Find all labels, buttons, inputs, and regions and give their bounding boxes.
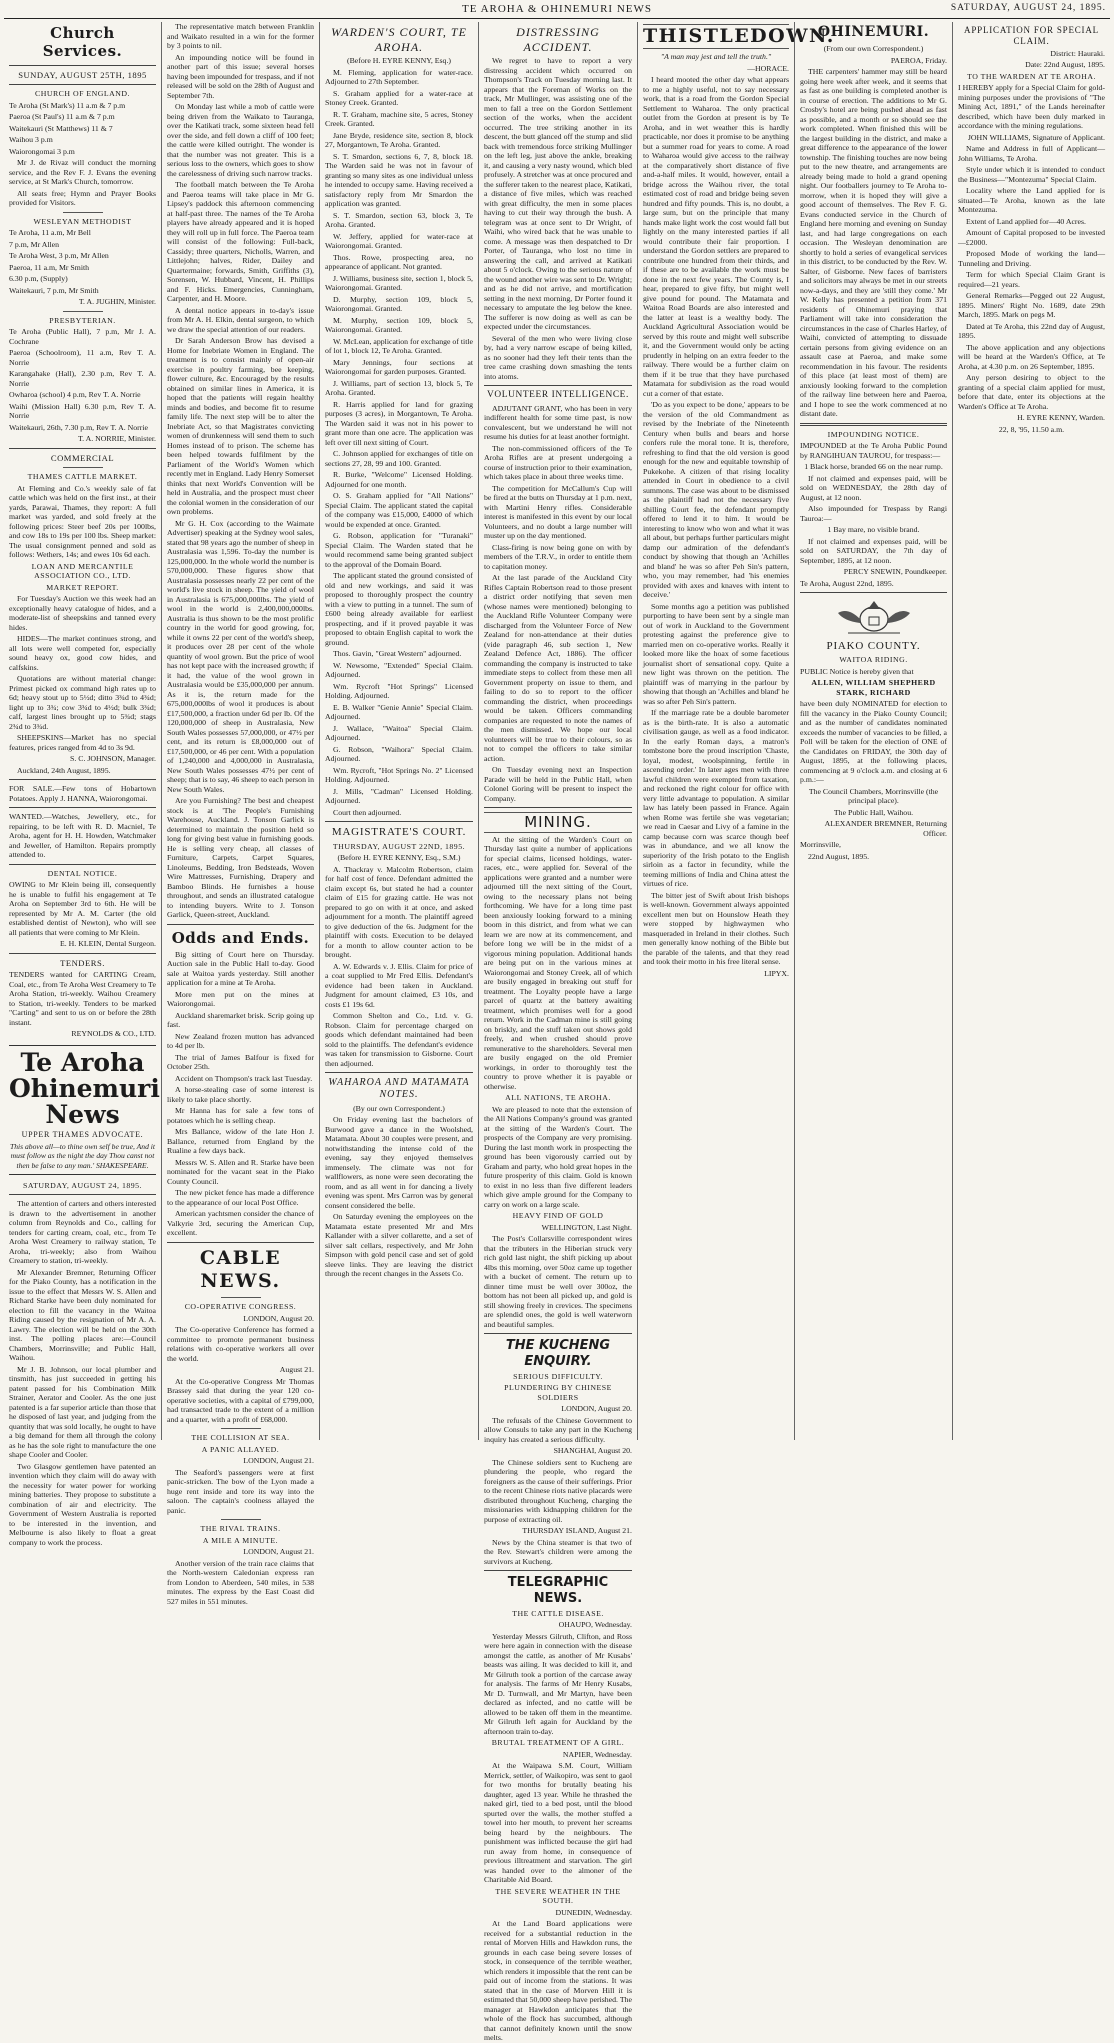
heavy-find-heading: HEAVY FIND OF GOLD xyxy=(512,1211,604,1221)
divider xyxy=(9,65,156,66)
divider xyxy=(484,385,632,386)
service-time: Paeroa (St Paul's) 11 a.m & 7 p.m xyxy=(9,112,115,122)
warden-entry: G. Robson, "Waihora" Special Claim. Adjourned. xyxy=(325,744,473,764)
service-time: 7 p.m, Mr Allen xyxy=(9,239,60,249)
piako-county-heading: PIAKO COUNTY. xyxy=(826,640,921,653)
warden-entry: S. T. Smardon, sections 6, 7, 8, block 18. The Warden said he was not in favour of granting so many sites as one individual unless he intended to occupy same. Having received a satisfactory reply from Mr Smardon the application was granted. xyxy=(325,151,473,209)
all-nations-paragraph: We are pleased to note that the extension of the All Nations Company's ground was granted at the sitting of the Warden's Court. The prospects of the Company are very promising. During the last month work in prospecting the ground has been vigorously carried out by Graham and party, who hold great hopes in the future prosperity of this claim. Gold is known to exist in no less than five different leaders which give ample ground for the Company to carry on work on a large scale. xyxy=(484,1104,632,1209)
special-claim-text: Any person desiring to object to the granting of a special claim applied for must, before that date, enter its objections at the Warden's Office at Te Aroha. xyxy=(958,373,1105,411)
church-england-heading: CHURCH OF ENGLAND. xyxy=(35,89,130,99)
volunteer-paragraph: At the last parade of the Auckland City Rifles Captain Robertson read to those present a district order notifying that seven men (whose names were mentioned) belonging to the Auckland Rifle Volunteer Company were discharged from the Volunteer Force of New Zealand for non-attendance at their duties (vide paragraph 46, sub section 1, New Zealand Defence Act, 1886). The officer commanding the company is instructed to take immediate steps to collect from these men all Government property on issue to them, and failing to do so to report to the officer commanding the district, when proceedings would be taken. Officers commanding companies are requested to note the names of the men dismissed. We hope our local volunteers will be true to their colours, so as not to compel the officers to take similar action. xyxy=(484,573,632,763)
dateline: LONDON, August 21. xyxy=(243,1456,314,1466)
warden-entry: W. McLean, application for exchange of title of lot 1, block 12, Te Aroha. Granted. xyxy=(325,336,474,356)
odds-item: Mr Hanna has for sale a few tons of potatoes which he is selling cheap. xyxy=(167,1106,314,1125)
dateline: LONDON, August 21. xyxy=(243,1547,314,1557)
dateline: PAEROA, Friday. xyxy=(890,55,947,65)
odds-item: Auckland sharemarket brisk. Scrip going up fast. xyxy=(167,1010,314,1030)
piako-signature: ALEXANDER BREMNER, Returning Officer. xyxy=(824,819,947,838)
wesleyan-schedule xyxy=(9,228,156,295)
divider xyxy=(484,1333,632,1334)
special-claim-detail: Style under which it is intended to conduct the Business—"Montezuma" Special Claim. xyxy=(958,165,1105,184)
waharoa-paragraph: On Friday evening last the bachelors of Burwood gave a dance in the Woolshed, Matamata. About 30 couples were present, and notwithstanding the intense cold of the evening, say they enjoyed themselves immensely. The climate was not for wallflowers, as none were seen decorating the room, and as all went in for dancing a lively evening was spent. Mrs Carron was by general consent considered the belle. xyxy=(325,1115,473,1210)
service-time: Waitekauri, 7 p.m, Mr Smith xyxy=(9,285,99,295)
nameplate-line-1: Te Aroha xyxy=(20,1047,145,1077)
impounding-date: Te Aroha, August 22nd, 1895. xyxy=(800,578,894,588)
polling-place: The Council Chambers, Morrinsville (the principal place). xyxy=(808,786,939,806)
volunteer-paragraph: ADJUTANT GRANT, who has been in very indifferent health for some time past, is now convalescent, but we understand he will not resume his duties for at least another fortnight. xyxy=(484,403,632,442)
thames-cattle-heading: THAMES CATTLE MARKET. xyxy=(27,472,138,482)
divider xyxy=(800,423,947,426)
service-time: Waitekauri (St Matthews) 11 & 7 xyxy=(9,123,113,133)
thistledown-paragraph: Some months ago a petition was published purporting to have been sent by a single man out of work in Auckland to the Government protesting against the preference give to married men on co-operative works. Really it looked more like the hoax of some facetious journalist short of sensational copy. Quite a new light was thrown on the petition. The plaintiff was of marrying in the parlour by showing that though an 'Achilles and bland' he was so after Peh Sin's pattern. xyxy=(643,601,789,706)
warden-entry: C. Johnson applied for exchanges of title on sections 27, 28, 99 and 100. Granted. xyxy=(325,449,473,468)
leader-paragraph: Two Glasgow gentlemen have patented an invention which they claim will do away with the necessity for water power for working mining batteries. They propose to substitute a combination of air and electricity. The Government of Western Australia is reported to be interested in the invention, and Melbourne is also likely to float a great company to work the process. xyxy=(9,1461,156,1547)
odds-item: More men put on the mines at Waiorongomai. xyxy=(167,989,314,1009)
issue-date: SATURDAY, AUGUST 24, 1895. xyxy=(22,1180,142,1190)
special-claim-detail: Extent of Land applied for—40 Acres. xyxy=(966,216,1086,226)
odds-item: The trial of James Balfour is fixed for October 25th. xyxy=(167,1052,314,1072)
warden-entry: Wm. Rycroft "Hot Springs" Licensed Holding. Adjourned. xyxy=(325,681,473,701)
for-sale-notice: FOR SALE.—Few tons of Hobartown Potatoes. Apply J. HANNA, Waiorongomai. xyxy=(9,784,156,803)
panic-text: The Seaford's passengers were at first panic-stricken. The bow of the Lyon made a huge rent inside and tore its way into the saloon. The captain's coolness allayed the panic. xyxy=(167,1467,314,1515)
odds-item: New Zealand frozen mutton has advanced to 4d per lb. xyxy=(167,1031,314,1051)
news-paragraph: An impounding notice will be found in another part of this issue; several horses having been impounded for trespass, and if not released will be sold on the 28th of August and September 7th. xyxy=(167,52,314,100)
news-paragraph: Mr G. H. Cox (according to the Waimate Advertiser) speaking at the Sydney wool sales, stated that 98 years ago the number of sheep in Australasia was 1,596. To-day the number is 125,000,000. In the whole world the number is 570,000,000. These figures show that Australasia possesses nearly 22 per cent of the world's live stock in sheep. The yield of wool in Australasia is 675,000,000lbs. The yield of wool in the world is 2,400,000,000lbs. Australia is thus shown to be the most prolific country in the world for good growing, for, while it owns 22 per cent of the world's sheep, it produces over 28 per cent of the whole quantity of wool grown. But the price of wool has not kept pace with the increased growth; if it had, the value of the wool grown in Australasia would be £35,000,000 per annum. As it is, the return made for the 675,000,000lbs of wool it produces is about £17,500,000, a fraction under 6d per lb. Of the 120,000,000 of sheep in Australasia, New South Wales possesses 57,000,000, or 47½ per cent, and its return is £8,000,000 out of £17,500,000, or 46 per cent. With a population of 1,240,000 and 4,000,000 in Australasia, New South Wales possesses 47½ per cent of sheep; that is to say, 46 sheep to each person in New South Wales. xyxy=(167,518,314,794)
volunteer-paragraph: On Tuesday evening next an Inspection Parade will be held in the Public Hall, when Colonel Goring will be present to inspect the Company. xyxy=(484,765,632,803)
all-nations-heading: ALL NATIONS, TE AROHA. xyxy=(505,1093,611,1103)
dateline: WELLINGTON, Last Night. xyxy=(541,1222,632,1232)
column-1 xyxy=(4,22,161,1547)
kucheng-enquiry-heading: THE KUCHENG ENQUIRY. xyxy=(505,1338,611,1369)
news-paragraph: On Monday last while a mob of cattle were being driven from the Waikato to Tauranga, over the Katikati track, some sixteen head fell over the side, and fell down a cliff of 100 feet; the cattle were killed outright. The wonder is that the number was not greater. This is a serious loss to the owners, which goes to show the carelessness of driving such narrow tracks. xyxy=(167,102,314,178)
magistrates-court-date: THURSDAY, AUGUST 22ND, 1895. xyxy=(332,841,466,851)
thistledown-paragraph: The bitter jest of Swift about Irish bishops is well-known. Government always appointed excellent men but on Hounslow Heath they were stopped by highwaymen who masqueraded in Ireland in their clothes. Such men generally know nothing of the Bible but the parable of the talents, and that they read and took their motto in his free literal sense. xyxy=(643,890,789,967)
warden-entry: Jane Bryde, residence site, section 8, block 27, Morgantown, Te Aroha. Granted. xyxy=(325,130,473,150)
service-time: Waihi (Mission Hall) 6.30 p.m, Rev T. A. Norrie xyxy=(9,401,156,421)
impounding-signature: PERCY SNEWIN, Poundkeeper. xyxy=(843,567,947,577)
wesleyan-signature: T. A. JUGHIN, Minister. xyxy=(78,297,156,307)
nameplate-motto: This above all—to thine own self be true, And it must follow as the night the day Thou canst not then be false to any man.' SHAKESPEARE. xyxy=(10,1142,155,1170)
volunteer-heading: VOLUNTEER INTELLIGENCE. xyxy=(487,390,629,401)
divider xyxy=(221,1297,261,1298)
impounding-text: Also impounded for Trespass by Rangi Tauroa:— xyxy=(800,504,947,523)
warden-entry: M. Murphy, section 109, block 5, Waiorongomai. Granted. xyxy=(325,315,473,335)
warden-entry: The applicant stated the ground consisted of old and new workings, and said it was proposed to thoroughly prospect the country with a view to putting in a tunnel. The sum of £600 being already available for earliest prospecting, and if it proved payable it was proposed to obtain English capital to work the ground. xyxy=(325,571,473,647)
tenders-heading: TENDERS. xyxy=(60,957,105,968)
kucheng-paragraph: The refusals of the Chinese Government to allow Consuls to take any part in the Kucheng inquiry has created a serious difficulty. xyxy=(484,1415,632,1444)
newspaper-nameplate xyxy=(9,1045,160,1175)
odds-item: Accident on Thompson's track last Tuesday. xyxy=(175,1073,313,1083)
odds-item: American yachtsmen consider the chance of Valkyrie 3rd, securing the American Cup, excellent. xyxy=(167,1209,314,1238)
thistledown-quote: "A man may jest and tell the truth." xyxy=(660,52,772,62)
news-paragraph: Dr Sarah Anderson Brow has devised a Home for Inebriate Women in England. The treatment is to consist mainly of open-air exercise in poultry farming, bee keeping, flower culture, &c. Encouraged by the results obtained on similar lines in America, it is hoped that the patients will regain healthy minds and bodies, and become fit to resume family life. The next step will be to alter the Inebriate Act, so that Magistrates convicting women of drunkenness will send them to such Homes instead of to prison. The scheme has been helped towards fulfilment by the Parliament of the World's Women which recently met in England. Lady Henry Somerset thinks that next World's Convention will be held in Australia, and the prospect must cheer the colonial women in the consideration of our own problems. xyxy=(167,336,315,516)
panic-heading: A PANIC ALLAYED. xyxy=(201,1444,280,1454)
odds-item: A horse-stealing case of some interest is likely to take place shortly. xyxy=(167,1085,314,1104)
service-time: Te Aroha West, 3 p.m, Mr Allen xyxy=(9,251,109,261)
magistrates-court-before: (Before H. EYRE KENNY, Esq., S.M.) xyxy=(337,853,461,863)
loan-association-heading: LOAN AND MERCANTILE ASSOCIATION CO., LTD. xyxy=(31,561,134,581)
wardens-court-entries xyxy=(325,68,473,818)
service-time: Waihou 3 p.m xyxy=(9,135,53,145)
kucheng-subheading-2: PLUNDERING BY CHINESE SOLDIERS xyxy=(504,1383,612,1402)
divider xyxy=(484,807,632,808)
special-claim-detail: Amount of Capital proposed to be invested—£2000. xyxy=(958,228,1105,247)
warden-entry: R. Burke, "Welcome" Licensed Holding. Adjourned for one month. xyxy=(325,470,473,489)
divider xyxy=(63,212,103,213)
odds-and-ends-heading: Odds and Ends. xyxy=(171,928,310,947)
coop-congress-text: The Co-operative Conference has formed a committee to promote permanent business relations with co-operative workers all over the world. xyxy=(167,1325,314,1363)
column-3 xyxy=(319,22,478,1440)
wardens-court-heading: WARDEN'S COURT, TE AROHA. xyxy=(331,25,467,54)
special-claim-to: TO THE WARDEN AT TE AROHA. xyxy=(967,71,1096,81)
special-claim-footer: 22, 8, '95, 11.50 a.m. xyxy=(998,424,1065,434)
warden-entry: J. Wallace, "Waitoa" Special Claim. Adjourned. xyxy=(325,723,473,743)
news-paragraph: Are you Furnishing? The best and cheapest stock is at 'The People's Furnishing Warehouse, Auckland. J. Tonson Garlick is determined to maintain the position held so long for giving best value in furnishing goods. He is selling very cheap, all classes of Furniture, Carpets, Carpet Squares, Linoleums, Bedding, Iron Bedsteads, Woven Wire Mattresses, Furnishing, Drapery and Bamboo Blinds. He furnishes a house throughout, and sends an illustrated catalogue to intending buyers. Write to J. Tonson Garlick, Queen-street, Auckland. xyxy=(167,796,314,919)
special-claim-date: Date: 22nd August, 1895. xyxy=(1025,60,1105,70)
warden-entry: J. Mills, "Cadman" Licensed Holding. Adjourned. xyxy=(325,786,473,806)
wanted-notice: WANTED.—Watches, Jewellery, etc., for repairing, to be left with R. D. Macniel, Te Aroha, agent for H. H. Howden, Watchmaker and Jeweller, of Hamilton. Repairs promptly attended to. xyxy=(9,812,156,860)
seats-note: All seats free; Hymn and Prayer Books provided for Visitors. xyxy=(9,188,156,208)
piako-date: 22nd August, 1895. xyxy=(808,851,870,861)
odds-item: Mrs Ballance, widow of the late Hon J. Ballance, returned from England by the Rualine a few days back. xyxy=(167,1127,314,1156)
brutal-treatment-paragraph: At the Waipawa S.M. Court, William Merrick, settler, of Waikopiro, was sent to gaol for two months for brutally beating his daughter, aged 13 year. While he thrashed the naked girl, tied to a bed post, until the blood spurted over the walls, the mother stuffed a towel into her mouth, to prevent her screams being heard by the neighbours. The punishment was inflicted because the girl had run away from home, in consequence of previous illtreatment and starvation. The girl was handed over to the almoner of the Charitable Aid Board. xyxy=(484,1761,632,1885)
thistledown-paragraph: If the marriage rate be a double barometer as is the birth-rate. It is also a automatic civilisation gauge, as well as a food indicator. In the early Roman days, a matron's tombstone bore the proud inscription 'Chaste, loyal, modest, woolspinning, fertile in ascending order.' In later ages men with three lawful children were exempted from taxation, and reckoned the right colour for office with very little advantage to population. A similar law has lately been passed in France. Again when Rome was fertile she was vegetarian; we read in Caesar and Livy of a famine in the camp because corn was scarce though beef was in abundance, and we all know the superiority of the Irish potato to the English sirloin as a factor in fecundity, while the teeming millions of India and China attest the virtues of rice. xyxy=(643,708,789,889)
tenders-text: TENDERS wanted for CARTING Cream, Coal, etc., from Te Aroha West Creamery to Te Aroha Station, tri-weekly. Waihou Creamery to Station, tri-weekly. Tenders to be marked "Carting" and sent to us on or before the 28th instant. xyxy=(9,970,156,1027)
volunteer-paragraph: The non-commissioned officers of the Te Aroha Rifles are at present undergoing a course of instruction prior to their examination, which takes place in about three weeks time. xyxy=(484,443,632,482)
impounding-text: IMPOUNDED at the Te Aroha Public Pound by RANGIHUAN TAUROU, for trespass:— xyxy=(800,441,947,460)
quotations-text: Quotations are without material change: Primest picked ox command high rates up to 6d; heavy stout up to 5½d; ditto 3¾d to 4¾d; light up to 3¾; cow 3¾d to 4½d; bulk 3¾d; calf, largest lines brought up to 5¾d; stags 2¾d to 3¾d. xyxy=(9,674,156,731)
severe-weather-heading: THE SEVERE WEATHER IN THE SOUTH. xyxy=(495,1886,621,1906)
nameplate-subtitle: UPPER THAMES ADVOCATE. xyxy=(21,1130,144,1140)
coat-of-arms-emblem xyxy=(828,597,920,637)
service-time: Waitekauri, 26th, 7.30 p.m, Rev T. A. Norrie xyxy=(9,422,148,432)
leader-paragraph: The attention of carters and others interested is drawn to the advertisement in another column from Reynolds and Co., calling for tenders for carting cream, coal, etc., from Te Aroha West Creamery to railway station, Te Aroha, tri-weekly; also from Waihou Creamery to station, tri-weekly. xyxy=(9,1199,156,1266)
impounding-text: If not claimed and expenses paid, will be sold on WEDNESDAY, the 28th day of August, at 12 noon. xyxy=(800,473,947,502)
divider xyxy=(167,1242,314,1243)
presbyterian-schedule xyxy=(9,327,156,432)
warden-entry: R. Harris applied for land for grazing purposes (3 acres), in Morgantown, Te Aroha. The Warden said it was not in his power to grant more than one acre. The application was left over till next sitting of Court. xyxy=(325,399,473,447)
warden-entry: S. Graham applied for a water-race at Stoney Creek. Granted. xyxy=(325,88,473,108)
special-claim-signature: JOHN WILLIAMS, Signature of Applicant. xyxy=(967,132,1105,142)
news-paragraph: The football match between the Te Aroha and Paeroa teams will take place in Mr G. Lipsey's paddock this afternoon commencing at half-past three. The names of the Te Aroha players have already appeared and it is hoped they will roll up in full force. The Paeroa team will consist of the following: Full-back, Cassidy; three quarters, Nicholls, Warren, and Littlejohn; halves, Rider, Dailey and Quartermaine; forwards, Smith, Griffiths (3), Sorensen, W. Hubbard, Vincent, H. Phillips and F. Hicks. Emergencies, Cunningham, Carpenter, and H. Moore. xyxy=(167,180,314,303)
sheepskins-text: SHEEPSKINS—Market has no special features, prices ranged from 4d to 3s 9d. xyxy=(9,733,156,752)
cattle-disease-paragraph: Yesterday Messrs Gilruth, Clifton, and Ross were here again in connection with the disease amongst the cattle, as another of Mr Kusabs' beasts was ailing. It was decided to kill it, and Mr Gilruth took a portion of the carcase away for analysis. The farms of Mr Henry Kusabs, Mr D. Turnwall, and Mr Martyn, have been declared as infected, and no cattle will be allowed to be taken off them in the meantime. Mr Gilruth left again for Auckland by the afternoon train to-day. xyxy=(484,1631,632,1736)
special-claim-detail: General Remarks—Pegged out 22 August, 1895. Miners' Right No. 1689, date 29th March, 1895. Mark on pegs M. xyxy=(958,291,1105,320)
service-time: Te Aroha, 11 a.m, Mr Bell xyxy=(9,228,91,238)
dateline: LONDON, August 20. xyxy=(243,1313,314,1323)
ohinemuri-byline: (From our own Correspondent.) xyxy=(823,44,924,54)
cattle-disease-heading: THE CATTLE DISEASE. xyxy=(512,1608,604,1618)
magistrates-court-heading: MAGISTRATE'S COURT. xyxy=(331,826,467,839)
divider xyxy=(484,1570,632,1571)
dental-notice-text: OWING to Mr Klein being ill, consequently he is unable to fulfil his engagement at Te Aroha on September 3rd to 6th. He will be represented by Mr A. M. Carter (the old established dentist of Newton), who will see all patients that were coming to Mr Klein. xyxy=(9,880,156,937)
telegraphic-news-heading: TELEGRAPHIC NEWS. xyxy=(507,1575,609,1607)
warden-entry: O. S. Graham applied for "All Nations" Special Claim. The applicant stated the capital of the company was £15,000, £4000 of which would be expended at once. Granted. xyxy=(325,491,473,529)
dental-signature: E. H. KLEIN, Dental Surgeon. xyxy=(60,939,156,949)
heavy-find-paragraph: The Post's Collarsville correspondent wires that the tributers in the Hiberian struck very rich gold last night, the shift picking up about 4lbs this morning, over 50oz came up together with a bucket of cement. The return up to dinner time must be well over 300oz, the bottom has not been all picked up, and gold is still showing freely in crevices. The specimens are splendid ones, the gold is well waterworn and beautiful samples. xyxy=(484,1234,632,1329)
column-6 xyxy=(794,22,952,1440)
divider xyxy=(9,779,156,780)
waharoa-notes-heading: WAHAROA AND MATAMATA NOTES. xyxy=(328,1077,470,1101)
divider xyxy=(221,1428,261,1429)
divider xyxy=(63,311,103,312)
special-claim-district: District: Hauraki. xyxy=(1050,48,1105,58)
warden-entry: J. Williams, part of section 13, block 5, Te Aroha. Granted. xyxy=(325,378,473,398)
warden-entry: W. Newsome, "Extended" Special Claim. Adjourned. xyxy=(325,660,473,680)
dateline: DUNEDIN, Wednesday. xyxy=(555,1907,632,1917)
coop-congress-text-2: At the Co-operative Congress Mr Thomas Brassey said that during the year 120 co-operative societies, with a capital of £799,000, had transacted trade to the extent of a million and a quarter, with a profit of £68,000. xyxy=(167,1376,314,1424)
dateline: LONDON, August 20. xyxy=(561,1404,632,1414)
commercial-heading: COMMERCIAL xyxy=(50,452,115,463)
impounding-text: 1 Black horse, branded 66 on the near rump. xyxy=(804,462,943,472)
special-claim-detail: Term for which Special Claim Grant is required—21 years. xyxy=(958,270,1105,289)
column-7 xyxy=(952,22,1110,1440)
distressing-accident-heading: DISTRESSING ACCIDENT. xyxy=(516,25,600,54)
divider xyxy=(325,1072,473,1073)
impounding-text: 1 Bay mare, no visible brand. xyxy=(827,525,920,535)
piako-place: Morrinsville, xyxy=(800,840,841,850)
mining-paragraph: At the sitting of the Warden's Court on Thursday last quite a number of applications for special claims, licensed holdings, water-races, etc., were applied for. Several of the applications were granted and a number were adjourned till the next sitting of the Court, owing to the necessary plans not being forthcoming. We have for a long time past been anxiously looking forward to a mining boom in this district, and from what we can learn we are now at its commencement, and before long we will be in the midst of a vigorous mining population. Additional hands are being put on in the various mines at Waiorongomai and Stoney Creek, all of which are busily engaged in breaking out stuff for treatment. The Loyalty people have a large parcel of quartz at the battery awaiting treatment, which promises well for a good return. Work in the Cadman mine is still going on briskly, and the stuff taken out shows gold freely, and when crushed should prove remunerative to the shareholders. Several men are busily engaged on the old Premier workings, in order to thoroughly test the country to prove whether it is payable or otherwise. xyxy=(484,834,632,1091)
presbyterian-signature: T. A. NORRIE, Minister. xyxy=(77,434,156,444)
special-claim-text: I HEREBY apply for a Special Claim for gold-mining purposes under the provisions of "The Mining Act, 1891," of the Lands hereinafter described, which have been duly marked in accordance with the mining regulations. xyxy=(958,83,1105,131)
newspaper-columns xyxy=(4,22,1110,2043)
service-time: 6.30 p.m, (Supply) xyxy=(9,274,68,284)
service-time: Waiorongomai 3 p.m xyxy=(9,146,75,156)
warden-entry: Wm. Rycroft, "Hot Springs No. 2" Licensed Holding. Adjourned. xyxy=(325,765,473,785)
piako-notice-text: PUBLIC Notice is hereby given that xyxy=(800,666,914,676)
special-claim-detail: Proposed Mode of working the land—Tunneling and Driving. xyxy=(958,249,1105,268)
divider xyxy=(9,448,156,449)
mining-heading: MINING. xyxy=(484,812,632,832)
volunteer-paragraph: Class-firing is now being gone on with by members of the T.R.V., in order to entitle them to capitation money. xyxy=(484,542,632,571)
dental-notice-heading: DENTAL NOTICE. xyxy=(47,868,118,878)
thistledown-paragraph: 'Do as you expect to be done,' appears to be the version of the old Commandment as revised by the Inebriate of the Nineteenth Century when bulls and bears and horse confers rule the moral tone. It is, therefore, refreshing to find that the old version is good enough for the new and equitable township of Pukekohe. A citizen of that rising locality attended in Court in obedience to a civil summons. The case was about to be dismissed as the plaintiff had not the necessary five shilling Court fee, the defendant promptly offered to lend it to him. It would be interesting to know who won and what it was all about, but perhaps further particulars might damp our admiration of the defendant's conduct by showing that though an 'Achilles and bland' he was so after Peh Sin's pattern, who, you may remember, had 'his enemies provided with axes and knaves with intent to deceive.' xyxy=(643,400,789,600)
special-claim-detail: Dated at Te Aroha, this 22nd day of August, 1895. xyxy=(958,321,1105,341)
special-claim-text: The above application and any objections will be heard at the Warden's Office, at Te Aroha, at 4.30 p.m. on 26 September, 1895. xyxy=(958,342,1105,371)
nameplate-line-2: Ohinemuri News xyxy=(9,1073,160,1130)
thames-cattle-text: At Fleming and Co.'s weekly sale of fat cattle which was held on the first inst., at their yards, Parawai, Thames, they report: A full market was yarded, and sold freely at the following prices: Steer beef 20s per 100lbs, and cow 18s to 19s per 100 lbs. Sheep market: The usual consignment penned and sold as follows: Wethers, 14s; and ewes 10s 6d each. xyxy=(9,483,156,560)
kucheng-paragraph: News by the China steamer is that two of the Rev. Stewart's children were among the survivors at Kucheng. xyxy=(484,1537,632,1566)
leader-paragraph: Mr J. B. Johnson, our local plumber and tinsmith, has just succeeded in getting his patent passed for his Combination Milk Strainer, Aerator and Cooler. As the one just patented is a far superior article than those that he disposed of last year, and judging from the quantity that was sold locally, he ought to have a big demand for them all through the colony as he has the sole right to manufacture the one shape Cooler and Cooler. xyxy=(9,1364,156,1460)
divider xyxy=(221,1519,261,1520)
divider xyxy=(9,953,156,954)
dateline: SHANGHAI, August 20. xyxy=(553,1446,632,1456)
impounding-notice-heading: IMPOUNDING NOTICE. xyxy=(827,429,920,439)
piako-nominees: ALLEN, WILLIAM SHEPHERD STARK, RICHARD xyxy=(811,678,936,697)
divider xyxy=(63,467,103,468)
kucheng-subheading: SERIOUS DIFFICULTY. xyxy=(513,1371,603,1381)
warden-entry: M. Fleming, application for water-race. Adjourned to 27th September. xyxy=(325,67,473,87)
magistrates-case: Common Shelton and Co., Ltd. v. G. Robson. Claim for percentage charged on goods which defendant maintained had been sold to the plaintiffs. The defendant's evidence was taken for transmission to Gisborne. Court then adjourned. xyxy=(325,1011,473,1068)
thistledown-paragraph: I heard mooted the other day what appears to me a highly useful, not to say necessary work, that is a road from the Gordon Special Settlement to Waharoa. The only practical outlet from the Gordon at present is by Te Aroha, and in wet weather this is hardly practicable, nor does it promise to be anything but a summer road for years to come. A road to Waharoa would give access to the railway at the comparatively short distance of five and-a-half miles. It would, however, entail a bridge across the Waihou river, the total estimated cost of road and bridge being seven hundred and fifty pounds. This is, no doubt, a large sum, but on the principle that many hands make light work the cost would fall but lightly on the many interested parties if all would contribute their fair proportion. I understand the Gordon settlers are prepared to contribute one hundred from their thirds, and if these are to be available the work must be done in the next few years. The County is, I hear, prepared to give fifty, but might well give pound for pound. The Matamata and Waitoa Road Boards are also interested and the latter at least is a wealthy body. The Auckland Agricultural Association would be served by this route and might well subscribe it, and the Government would only be acting prudently in helping on an extra feeder to the railway. There would be a further claim on them if it be true that they have purchased Matamata for subdivision as the road would cut a corner of that estate. xyxy=(643,75,789,398)
divider xyxy=(800,592,947,593)
impounding-text: If not claimed and expenses paid, will be sold on SATURDAY, the 7th day of September, 1895, at 12 noon. xyxy=(800,536,947,565)
service-time: Paeroa, 11 a.m, Mr Smith xyxy=(9,262,90,272)
divider xyxy=(9,807,156,808)
divider xyxy=(167,924,314,925)
church-services-heading: Church Services. xyxy=(42,24,123,61)
church-england-note: Mr J. de Rivaz will conduct the morning service, and the Rev F. J. Evans the evening service, at St Mark's Church, tomorrow. xyxy=(9,158,156,187)
severe-weather-paragraph: At the Land Board applications were received for a substantial reduction in the rental of Morven Hills and Hawkdon runs, the grounds in each case being severe losses of stock, in consequence of the terrible weather, which renders it impossible that the rent can be paid out of income from the stations. It was stated that in the case of Morven Hill it is estimated that 50,000 sheep have perished. The manager at Hawkdon anticipates that the whole of the flock has succumbed, although that cannot definitely known until the snow melts. xyxy=(484,1919,632,2043)
service-time: Te Aroha (Public Hall), 7 p.m, Mr J. A. Cochrane xyxy=(9,327,156,346)
divider xyxy=(9,84,156,85)
news-paragraph: The representative match between Franklin and Waikato resulted in a win for the former by 3 points to nil. xyxy=(167,22,314,50)
service-time: Paeroa (Schoolroom), 11 a.m, Rev T. A. Norrie xyxy=(9,348,156,367)
coop-congress-heading: CO-OPERATIVE CONGRESS. xyxy=(184,1302,297,1312)
thistledown-signature: LIPYX. xyxy=(764,968,789,978)
special-claim-heading: APPLICATION FOR SPECIAL CLAIM. xyxy=(964,25,1099,46)
waharoa-byline: (By our own Correspondent.) xyxy=(353,1103,445,1113)
service-time: Karangahake (Hall), 2.30 p.m, Rev T. A. Norrie xyxy=(9,369,156,388)
mile-minute-text: Another version of the train race claims that the North-western Caledonian express ran from London to Aberdeen, 540 miles, in 538 minutes. The express by the East Coast did 527 miles in 551 minutes. xyxy=(167,1558,314,1606)
warden-entry: J. Williams, business site, section 1, block 5, Waiorongomai. Granted. xyxy=(325,273,473,293)
waharoa-paragraph: On Saturday evening the employees on the Matamata estate presented Mr and Mrs Kallander with a silver collarette, and a set of silver salt cellars, respectively, and Mr John Simpson with gold pencil case and set of gold sleeve links. They are leaving the district through the recent changes in the Assets Co. xyxy=(325,1212,473,1279)
volunteer-paragraph: The competition for McCallum's Cup will be fired at the butts on Thursday at 1 p.m. next, with Martini Henry rifles. Considerable interest is manifested in this event by our local Volunteers, and no doubt a large number will muster up on the day mentioned. xyxy=(484,483,632,541)
magistrates-case: A. Thackray v. Malcolm Robertson, claim for half cost of fence. Defendant admitted the claim except 6s, but stated he had a counter claim of £15 for grazing cattle. He was not prepared to go on with it at once, and asked adjournment for a month. The plaintiff agreed to give deduction of the 6s. Judgment for the plaintiff with costs. Execution to be delayed for a month to allow counter action to be brought. xyxy=(325,864,473,960)
warden-entry: Thos. Rowe, prospecting area, no appearance of applicant. Not granted. xyxy=(325,252,473,272)
presbyterian-heading: PRESBYTERIAN. xyxy=(49,315,116,325)
odds-and-ends-list xyxy=(167,950,314,1238)
divider xyxy=(9,864,156,865)
collision-heading: THE COLLISION AT SEA. xyxy=(191,1433,290,1443)
special-claim-details xyxy=(958,144,1105,341)
piako-notice-text: have been duly NOMINATED for election to fill the vacancy in the Piako County Council; and as the number of candidates nominated exceeds the number of vacancies to be filled, a Poll will be taken for the election of ONE of the Candidates on FRIDAY, the 30th day of August, 1895, at the following places, commencing at 9 o'clock a.m. and closing at 6 p.m.:— xyxy=(800,699,947,785)
masthead-title: TE AROHA & OHINEMURI NEWS xyxy=(462,3,652,15)
divider xyxy=(325,821,473,822)
market-signature: S. C. JOHNSON, Manager. xyxy=(70,754,156,764)
magistrates-case: A. W. Edwards v. J. Ellis. Claim for price of a coat supplied to Mr Fred Ellis. Defendant's evidence had been taken in Auckland. Judgment for amount claimed, £3 10s, and costs £1 19s 6d. xyxy=(325,961,473,1009)
odds-item: Big sitting of Court here on Thursday. Auction sale in the Public Hall to-day. Good sale at Waitoa yards yesterday. Still another application for a mine at Te Aroha. xyxy=(167,949,314,988)
masthead xyxy=(4,0,1110,19)
warden-entry: W. Jeffery, applied for water-race at Waiorongomai. Granted. xyxy=(325,231,473,251)
cable-news-heading: CABLE NEWS. xyxy=(199,1246,282,1292)
accident-paragraph: We regret to have to report a very distressing accident which occurred on Thompson's Track on Tuesday morning last. It appears that the Foreman of Works on the track, Mr Mullinger, was assisting one of the men to fall a tree on the Gordon Settlement section of the works, when the accident occurred. The tree striking another in its descent, the butt glanced off the stump and slid back with tremendous force striking Mullinger on the left leg, just above the ankle, breaking it, and causing a very nasty wound, which bled profusely. A stretcher was at once procured and the sufferer taken to the nearest place, Katikati, a distance of five miles, which was reached with great difficulty, the men in some places having to cut their way through the bush. A telegram was at once sent to Dr Wright, of Waihi, who wired back that he was unable to come. A message was then despatched to Dr Porter, of Tauranga, who lost no time in answering the call, and arrived at Katikati about 5 o'clock. Owing to the serious nature of the wound another wire was sent to Dr. Wright; and as he did not arrive, and mortification setting in the next morning, Dr Porter found it necessary to amputate the leg below the knee. The sufferer is now doing as well as can be expected under the circumstances. xyxy=(484,56,632,332)
column-4 xyxy=(478,22,637,2043)
warden-entry: Thos. Gavin, "Great Western" adjourned. xyxy=(333,649,462,659)
dateline: OHAUPO, Wednesday. xyxy=(558,1620,632,1630)
ohinemuri-paragraph: THE carpenters' hammer may still be heard going here week after week, and it seems that as fast as one building is completed another is in course of erection. The additions to Mr G. Crosby's hotel are being pushed ahead as fast as possible, and a month or so should see the work completed. When finished this will be the largest building in the district, and make a great difference to the appearance of the lower township. The finishing touches are now being put to the new theatre, and arrangements are already being made to hold a grand opening night. Our footballers journey to Te Aroha to-morrow, when it is hoped they will give a good account of themselves. The Rev F. G. Evans conducted service in the Church of England here morning and evening on Sunday last, and had large congregations on each occasion. The Wesleyan denomination are shortly to hold a series of evangelical services in this district, to be conducted by the Rev. W. Salter, of Gisborne. New faces of barristers and solicitors may always be met in our streets now-a-days, and they are 'still they come.' Mr W. Kelly has presented a petition from 371 residents of Ohinemuri praying that Parliament will take into consideration the circumstances in the case of Charles Harley, of Waihi, convicted of attempting to dissuade certain persons from giving evidence on an assault case at Paeroa, and make some recommendation in his favour. The residents of this place (at least most of them) are anxiously looking forward to the completion of the railway line between here and Paeroa, and I hope to see the work commenced at no distant date. xyxy=(800,67,947,419)
thistledown-quote-author: —HORACE. xyxy=(747,63,789,73)
odds-item: Messrs W. S. Allen and R. Starke have been nominated for the vacant seat in the Piako County Council. xyxy=(167,1157,314,1186)
thistledown-paragraphs xyxy=(643,75,789,967)
warden-entry: E. B. Walker "Genie Annie" Special Claim. Adjourned. xyxy=(325,702,473,722)
rival-trains-heading: THE RIVAL TRAINS. xyxy=(200,1524,281,1534)
warden-entry: D. Murphy, section 109, block 5, Waiorongomai. Granted. xyxy=(325,294,473,314)
ohinemuri-heading: OHINEMURI. xyxy=(817,24,930,40)
service-time: Te Aroha (St Mark's) 11 a.m & 7 p.m xyxy=(9,100,126,110)
polling-places xyxy=(800,787,947,818)
special-claim-detail: Name and Address in full of Applicant—John Williams, Te Aroha. xyxy=(958,144,1105,163)
dateline: THURSDAY ISLAND, August 21. xyxy=(522,1526,632,1536)
wardens-court-before: (Before H. EYRE KENNY, Esq.) xyxy=(346,56,451,66)
accident-paragraph: Several of the men who were living close by, had a very narrow escape of being killed, as no sooner had they left their tents than the tree came crashing down smashing the tents into atoms. xyxy=(484,333,632,381)
dateline: August 21. xyxy=(279,1365,314,1375)
wesleyan-heading: WESLEYAN METHODIST xyxy=(33,216,132,226)
market-report-heading: MARKET REPORT. xyxy=(46,582,119,592)
warden-entry: S. T. Smardon, section 63, block 3, Te Aroha. Granted. xyxy=(325,210,473,230)
leader-paragraph: Mr Alexander Bremner, Returning Officer for the Piako County, has a notification in the issue to the effect that Messrs W. S. Allen and Richard Starke have been duly nominated for election to fill the vacancy in the Waitoa Riding caused by the resignation of Mr A. A. Lawry. The election will be held on the 30th inst. The polling places are:—Council Chambers, Morrinsville; and Public Hall, Waihou. xyxy=(9,1267,156,1363)
mile-minute-heading: A MILE A MINUTE. xyxy=(202,1535,279,1545)
sunday-date: SUNDAY, AUGUST 25TH, 1895 xyxy=(18,69,147,80)
divider xyxy=(9,1194,156,1195)
polling-place: The Public Hall, Waihou. xyxy=(833,807,914,817)
church-england-schedule xyxy=(9,101,156,157)
service-time: Owharoa (school) 4 p.m, Rev T. A. Norrie xyxy=(9,390,141,400)
odds-item: The new picket fence has made a difference to the appearance of our local Post Office. xyxy=(167,1188,314,1207)
column-2 xyxy=(161,22,319,1606)
hides-text: HIDES—The market continues strong, and all lots were well competed for, especially sound heavy ox, good cow hides, and calfskins. xyxy=(9,634,156,672)
news-paragraph: A dental notice appears in to-day's issue from Mr A. H. Elkin, dental surgeon, to which we draw the special attention of our readers. xyxy=(167,305,314,334)
tenders-signature: REYNOLDS & CO., LTD. xyxy=(71,1029,156,1039)
market-report-text: For Tuesday's Auction we this week had an exceptionally heavy catalogue of hides, and a moderate-list of sheepskins and tanned every hides. xyxy=(9,594,156,632)
brutal-treatment-heading: BRUTAL TREATMENT OF A GIRL. xyxy=(491,1738,625,1748)
dateline: NAPIER, Wednesday. xyxy=(562,1749,632,1759)
special-claim-detail: Locality where the Land applied for is situated—Te Aroha, known as the late Montezuma. xyxy=(958,186,1105,215)
market-date: Auckland, 24th August, 1895. xyxy=(17,765,111,775)
warden-entry: G. Robson, application for "Turanaki" Special Claim. The Warden stated that he would recommend same being granted subject to the approval of the Domain Board. xyxy=(325,531,473,569)
warden-entry: R. T. Graham, machine site, 5 acres, Stoney Creek. Granted. xyxy=(325,109,473,129)
masthead-date: SATURDAY, AUGUST 24, 1895. xyxy=(950,3,1106,13)
waitoa-riding-heading: WAITOA RIDING. xyxy=(839,655,908,665)
special-claim-warden-signature: H. EYRE KENNY, Warden. xyxy=(1017,413,1105,423)
thistledown-heading: THISTLEDOWN. xyxy=(643,24,789,49)
kucheng-paragraph: The Chinese soldiers sent to Kucheng are plundering the people, who regard the foreigners as the cause of their sufferings. Prior to the recent Chinese riots native placards were distributed throughout Kucheng, charging the missionaries with kidnapping children for the purpose of extracting oil. xyxy=(484,1457,632,1524)
warden-entry: Mary Jennings, four sections at Waiorongomai for garden purposes. Granted. xyxy=(325,357,473,377)
warden-entry: Court then adjourned. xyxy=(333,807,402,817)
